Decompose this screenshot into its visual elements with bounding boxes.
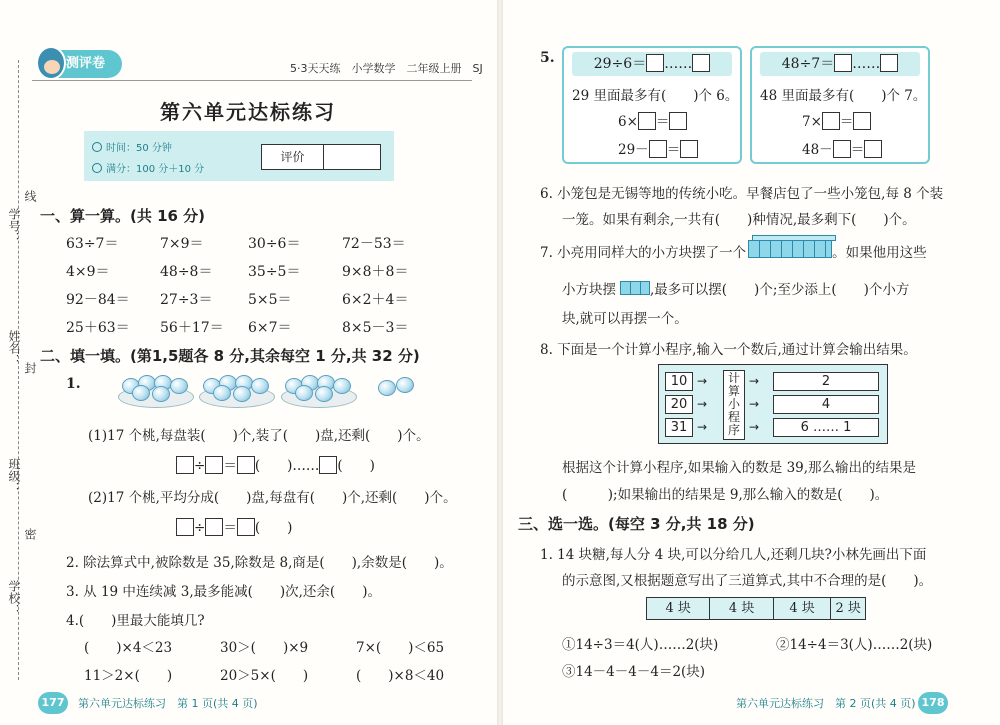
program-label-char: 小 xyxy=(727,397,740,411)
series-info: 5·3天天练 小学数学 二年级上册 SJ xyxy=(290,62,483,75)
margin-student-id: 学号： xyxy=(7,208,21,244)
clock-icon xyxy=(92,142,102,152)
q4-item: 30＞( )×9 xyxy=(220,640,309,656)
cut-mark-seal: 封 xyxy=(23,362,37,374)
strip-cell: 2 块 xyxy=(835,601,861,616)
section3-heading: 三、选一选。(每空 3 分,共 18 分) xyxy=(518,515,755,533)
evaluation-label: 评价 xyxy=(262,145,324,169)
calc-item: 9×8＋8＝ xyxy=(342,264,409,280)
calc-item: 56＋17＝ xyxy=(160,320,224,336)
program-output: 4 xyxy=(773,395,879,414)
calc-item: 5×5＝ xyxy=(248,292,292,308)
peach-icon xyxy=(378,380,396,396)
badge-label: 测评卷 xyxy=(66,56,106,71)
candy-strip-diagram xyxy=(646,597,866,620)
q1-part2: (2)17 个桃,平均分成( )盘,每盘有( )个,还剩( )个。 xyxy=(88,490,457,506)
calc-program-diagram xyxy=(658,364,888,444)
q6-line2: 一笼。如果有剩余,一共有( )种情况,最多剩下( )个。 xyxy=(562,212,916,228)
exam-info-box xyxy=(84,131,394,181)
q6-line1: 6. 小笼包是无锡等地的传统小吃。早餐店包了一些小笼包,每 8 个装 xyxy=(540,186,944,202)
answer-box[interactable] xyxy=(833,140,851,158)
calc-item: 63÷7＝ xyxy=(66,236,119,252)
answer-box[interactable] xyxy=(669,112,687,130)
calc-item: 27÷3＝ xyxy=(160,292,213,308)
s3-q1-line2: 的示意图,又根据题意写出了三道算式,其中不合理的是( )。 xyxy=(562,573,933,589)
peach-icon xyxy=(251,378,269,394)
q5-left-header xyxy=(572,52,732,76)
q5-right-header xyxy=(760,52,920,76)
time-text: 时间：50 分钟 xyxy=(106,143,172,154)
page-title: 第六单元达标练习 xyxy=(160,100,336,124)
score-text: 满分：100 分＋10 分 xyxy=(106,164,205,175)
s3-q1-line1: 1. 14 块糖,每人分 4 块,可以分给几人,还剩几块?小林先画出下面 xyxy=(540,547,927,563)
answer-box[interactable] xyxy=(880,54,898,72)
answer-box[interactable] xyxy=(205,518,223,536)
answer-box[interactable] xyxy=(649,140,667,158)
q4-text: 4.( )里最大能填几? xyxy=(66,613,205,629)
calc-item: 4×9＝ xyxy=(66,264,110,280)
answer-box[interactable] xyxy=(646,54,664,72)
q7-line3: 块,就可以再摆一个。 xyxy=(562,311,688,327)
answer-box[interactable] xyxy=(680,140,698,158)
q4-item: 11＞2×( ) xyxy=(84,668,173,684)
cut-mark-line: 线 xyxy=(23,190,37,202)
arrow-right-icon: → xyxy=(697,374,708,388)
q7-line1-a: 7. 小亮用同样大的小方块摆了一个 xyxy=(540,245,747,261)
q5-right-line3-a: 48－ xyxy=(802,142,833,158)
q1-part1: (1)17 个桃,每盘装( )个,装了( )盘,还剩( )个。 xyxy=(88,428,430,444)
strip-cell: 4 块 xyxy=(710,598,773,619)
answer-box[interactable] xyxy=(319,456,337,474)
q5-right-line1: 48 里面最多有( )个 7。 xyxy=(760,88,927,104)
page-number-right: 178 xyxy=(918,692,948,714)
cube-top-icon xyxy=(752,235,836,241)
q1-number: 1. xyxy=(66,376,81,392)
calc-item: 6×2＋4＝ xyxy=(342,292,409,308)
q7-line2-b: ,最多可以摆( )个;至少添上( )个小方 xyxy=(650,282,910,298)
time-limit xyxy=(92,139,172,154)
option-2[interactable]: ②14÷4＝3(人)……2(块) xyxy=(776,637,933,653)
q7-line1 xyxy=(540,241,927,261)
footer-label-left: 第六单元达标练习 第 1 页(共 4 页) xyxy=(78,697,258,710)
program-label-char: 算 xyxy=(727,384,740,398)
answer-box[interactable] xyxy=(237,518,255,536)
q4-item: 20＞5×( ) xyxy=(220,668,309,684)
peach-icon xyxy=(315,386,333,402)
calc-item: 7×9＝ xyxy=(160,236,204,252)
q1-part2-equation xyxy=(176,516,292,536)
margin-school: 学校： xyxy=(7,580,21,616)
calc-item: 25＋63＝ xyxy=(66,320,130,336)
equals-sign: ＝ xyxy=(655,114,670,130)
answer-box[interactable] xyxy=(853,112,871,130)
calc-item: 6×7＝ xyxy=(248,320,292,336)
q8-line2: 根据这个计算小程序,如果输入的数是 39,那么输出的结果是 xyxy=(562,460,917,476)
equals-sign: ＝ xyxy=(850,142,865,158)
calc-item: 48÷8＝ xyxy=(160,264,213,280)
peach-icon xyxy=(213,385,231,401)
test-badge xyxy=(38,50,122,78)
program-label-char: 程 xyxy=(727,410,740,424)
program-label xyxy=(723,370,745,440)
small-cube-icon xyxy=(620,281,650,295)
peach-icon xyxy=(333,378,351,394)
calc-item: 35÷5＝ xyxy=(248,264,301,280)
q7-line2 xyxy=(562,278,909,298)
unit-paren[interactable]: ( ) xyxy=(254,520,293,536)
peach-icon xyxy=(132,385,150,401)
strip-cell: 4 块 xyxy=(647,598,710,619)
equals-sign: ＝ xyxy=(223,458,237,474)
program-output: 6 …… 1 xyxy=(773,418,879,437)
arrow-right-icon: → xyxy=(749,420,760,434)
answer-box[interactable] xyxy=(205,456,223,474)
q5-right-box xyxy=(750,46,930,164)
q5-left-line3 xyxy=(618,138,698,158)
arrow-right-icon: → xyxy=(749,397,760,411)
program-label-char: 计 xyxy=(727,371,740,385)
q1-part1-equation xyxy=(176,454,375,474)
page-number-left: 177 xyxy=(38,692,68,714)
answer-box[interactable] xyxy=(176,518,194,536)
full-score xyxy=(92,160,204,175)
option-3[interactable]: ③14－4－4－4＝2(块) xyxy=(562,664,706,680)
q7-line1-b: 。如果他用这些 xyxy=(832,245,927,261)
q4-item: 7×( )＜65 xyxy=(356,640,445,656)
book-spine xyxy=(497,0,503,725)
calc-item: 8×5－3＝ xyxy=(342,320,409,336)
q5-right-line2 xyxy=(802,110,871,130)
peach-icon xyxy=(152,386,170,402)
equals-sign: ＝ xyxy=(223,520,237,536)
division-sign: ÷ xyxy=(194,458,206,474)
check-icon xyxy=(92,163,102,173)
arrow-right-icon: → xyxy=(697,420,708,434)
answer-box[interactable] xyxy=(638,112,656,130)
q5-left-line3-a: 29－ xyxy=(618,142,649,158)
remainder-dots: …… xyxy=(664,56,693,72)
q5-right-line2-a: 7× xyxy=(802,114,822,130)
q5-right-eq: 48÷7＝ xyxy=(781,56,835,72)
unit-paren[interactable]: ( ) xyxy=(254,458,293,474)
remainder-dots: …… xyxy=(852,56,881,72)
mascot-icon xyxy=(36,46,66,80)
q2-text: 2. 除法算式中,被除数是 35,除数是 8,商是( ),余数是( )。 xyxy=(66,555,453,571)
answer-box[interactable] xyxy=(822,112,840,130)
equals-sign: ＝ xyxy=(666,142,681,158)
q5-left-line1: 29 里面最多有( )个 6。 xyxy=(572,88,739,104)
header-rule xyxy=(32,80,472,81)
q3-text: 3. 从 19 中连续减 3,最多能减( )次,还余( )。 xyxy=(66,584,381,600)
peach-icon xyxy=(170,378,188,394)
program-label-char: 序 xyxy=(727,423,740,437)
answer-box[interactable] xyxy=(237,456,255,474)
calc-item: 92－84＝ xyxy=(66,292,130,308)
q5-left-line2 xyxy=(618,110,687,130)
equals-sign: ＝ xyxy=(839,114,854,130)
q8-line3: ( );如果输出的结果是 9,那么输入的数是( )。 xyxy=(562,487,889,503)
division-sign: ÷ xyxy=(194,520,206,536)
evaluation-box[interactable] xyxy=(261,144,381,170)
margin-class: 班级： xyxy=(7,458,21,494)
q5-number: 5. xyxy=(540,50,555,66)
peach-icon xyxy=(295,385,313,401)
answer-box[interactable] xyxy=(834,54,852,72)
q5-left-line2-a: 6× xyxy=(618,114,638,130)
strip-cell: 4 块 xyxy=(774,598,831,619)
section1-heading: 一、算一算。(共 16 分) xyxy=(40,207,206,225)
unit-paren[interactable]: ( ) xyxy=(337,458,375,474)
q8-text: 8. 下面是一个计算小程序,输入一个数后,通过计算会输出结果。 xyxy=(540,342,917,358)
answer-box[interactable] xyxy=(176,456,194,474)
calc-item: 30÷6＝ xyxy=(248,236,301,252)
option-1[interactable]: ①14÷3＝4(人)……2(块) xyxy=(562,637,719,653)
answer-box[interactable] xyxy=(692,54,710,72)
margin-name: 姓名： xyxy=(7,330,21,366)
answer-box[interactable] xyxy=(864,140,882,158)
q5-left-eq: 29÷6＝ xyxy=(593,56,647,72)
q4-item: ( )×4＜23 xyxy=(84,640,173,656)
q5-left-box xyxy=(562,46,742,164)
section2-heading: 二、填一填。(第1,5题各 8 分,其余每空 1 分,共 32 分) xyxy=(40,347,420,365)
program-input: 20 xyxy=(665,395,693,414)
peach-icon xyxy=(396,377,414,393)
program-input: 10 xyxy=(665,372,693,391)
q7-line2-a: 小方块摆 xyxy=(562,282,616,298)
arrow-right-icon: → xyxy=(749,374,760,388)
program-input: 31 xyxy=(665,418,693,437)
q4-item: ( )×8＜40 xyxy=(356,668,445,684)
cube-bar-icon xyxy=(748,240,832,258)
calc-item: 72－53＝ xyxy=(342,236,406,252)
footer-label-right: 第六单元达标练习 第 2 页(共 4 页) xyxy=(736,697,916,710)
arrow-right-icon: → xyxy=(697,397,708,411)
remainder-dots: …… xyxy=(292,458,320,474)
program-output: 2 xyxy=(773,372,879,391)
q5-right-line3 xyxy=(802,138,882,158)
cut-mark-secret: 密 xyxy=(23,528,37,540)
peach-icon xyxy=(233,386,251,402)
